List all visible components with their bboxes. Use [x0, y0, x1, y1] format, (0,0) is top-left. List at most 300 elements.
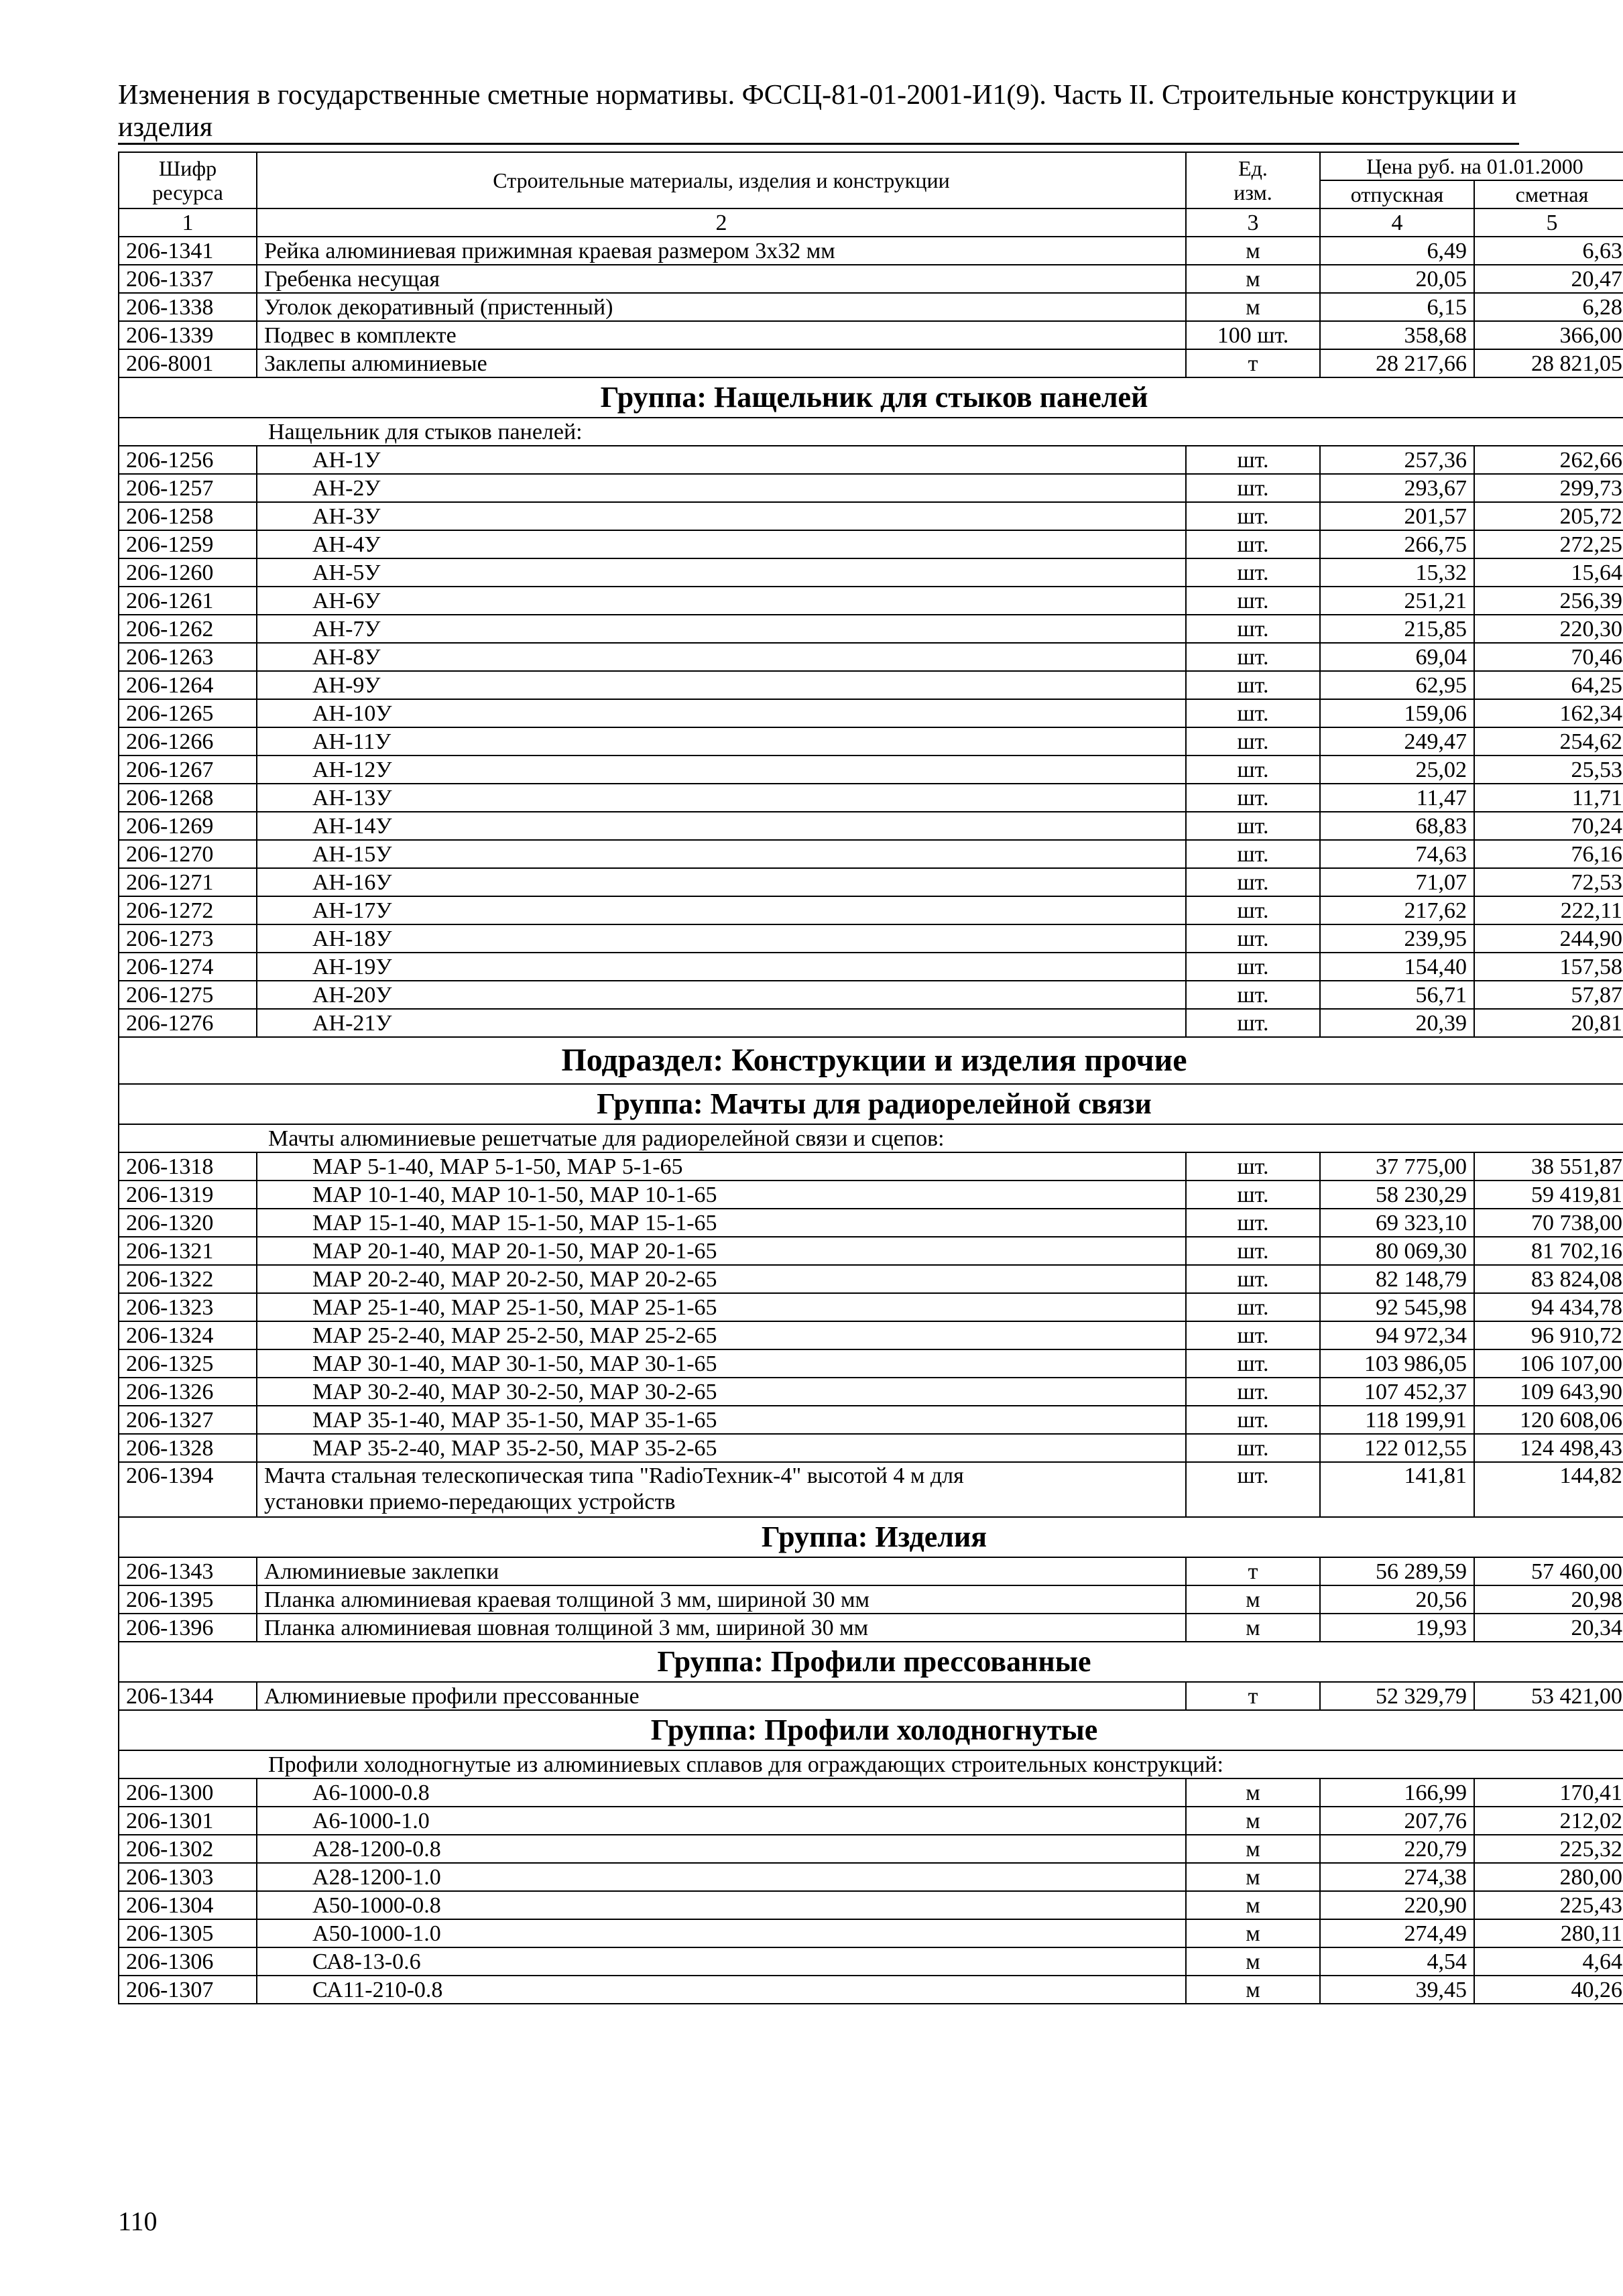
- estimate-price: 6,28: [1474, 293, 1623, 321]
- release-price: 15,32: [1320, 558, 1474, 587]
- resource-name: СА8-13-0.6: [257, 1947, 1186, 1976]
- table-row: [119, 1778, 1623, 1807]
- resource-name: АН-6У: [257, 587, 1186, 615]
- table-row: [119, 1181, 1623, 1209]
- resource-code: 206-1263: [119, 643, 257, 671]
- table-row: [119, 1009, 1623, 1037]
- price-table: [118, 152, 1623, 2004]
- resource-name: Подвес в комплекте: [257, 321, 1186, 349]
- resource-name: МАР 5-1-40, МАР 5-1-50, МАР 5-1-65: [257, 1152, 1186, 1181]
- table-row: [119, 558, 1623, 587]
- resource-name: АН-13У: [257, 784, 1186, 812]
- unit-of-measure: шт.: [1186, 840, 1320, 868]
- group-heading-cold-bent-profiles: Группа: Профили холодногнутые: [119, 1710, 1623, 1750]
- estimate-price: 144,82: [1474, 1462, 1623, 1517]
- table-row: [119, 1919, 1623, 1947]
- table-row: [119, 1863, 1623, 1891]
- table-row: [119, 981, 1623, 1009]
- resource-code: 206-1300: [119, 1778, 257, 1807]
- unit-of-measure: шт.: [1186, 1406, 1320, 1434]
- estimate-price: 225,43: [1474, 1891, 1623, 1919]
- resource-code: 206-1306: [119, 1947, 257, 1976]
- unit-of-measure: м: [1186, 1585, 1320, 1614]
- col-header-code-line2: ресурса: [152, 180, 223, 204]
- col-header-estimate-price: сметная: [1474, 180, 1623, 208]
- page-number: 110: [118, 2206, 158, 2236]
- release-price: 154,40: [1320, 953, 1474, 981]
- estimate-price: 4,64: [1474, 1947, 1623, 1976]
- resource-code: 206-1274: [119, 953, 257, 981]
- release-price: 274,38: [1320, 1863, 1474, 1891]
- resource-name: Рейка алюминиевая прижимная краевая размером 3х32 мм: [257, 237, 1186, 265]
- estimate-price: 162,34: [1474, 699, 1623, 727]
- column-number-3: 3: [1186, 208, 1320, 237]
- estimate-price: 76,16: [1474, 840, 1623, 868]
- release-price: 118 199,91: [1320, 1406, 1474, 1434]
- estimate-price: 220,30: [1474, 615, 1623, 643]
- resource-code: 206-1343: [119, 1557, 257, 1585]
- col-header-price: Цена руб. на 01.01.2000: [1320, 152, 1623, 180]
- resource-name: МАР 20-2-40, МАР 20-2-50, МАР 20-2-65: [257, 1265, 1186, 1293]
- resource-code: 206-1261: [119, 587, 257, 615]
- subsection-heading-row: [119, 1037, 1623, 1084]
- table-row: [119, 699, 1623, 727]
- resource-code: 206-1260: [119, 558, 257, 587]
- unit-of-measure: шт.: [1186, 1321, 1320, 1349]
- estimate-price: 25,53: [1474, 756, 1623, 784]
- resource-name: МАР 25-2-40, МАР 25-2-50, МАР 25-2-65: [257, 1321, 1186, 1349]
- resource-name: АН-21У: [257, 1009, 1186, 1037]
- estimate-price: 272,25: [1474, 530, 1623, 558]
- release-price: 257,36: [1320, 446, 1474, 474]
- resource-code: 206-1323: [119, 1293, 257, 1321]
- resource-name: МАР 35-2-40, МАР 35-2-50, МАР 35-2-65: [257, 1434, 1186, 1462]
- table-row: [119, 1434, 1623, 1462]
- estimate-price: 222,11: [1474, 896, 1623, 924]
- release-price: 25,02: [1320, 756, 1474, 784]
- table-row: [119, 953, 1623, 981]
- estimate-price: 106 107,00: [1474, 1349, 1623, 1378]
- estimate-price: 28 821,05: [1474, 349, 1623, 377]
- unit-of-measure: шт.: [1186, 1293, 1320, 1321]
- group-intro-cold-bent-profiles: Профили холодногнутые из алюминиевых сплавов для ограждающих строительных конструкций:: [119, 1750, 1623, 1778]
- group-heading-cold-bent-profiles-row: [119, 1710, 1623, 1750]
- resource-name: Гребенка несущая: [257, 265, 1186, 293]
- group-heading-pressed-profiles-row: [119, 1642, 1623, 1682]
- resource-code: 206-1337: [119, 265, 257, 293]
- table-row: [119, 1349, 1623, 1378]
- resource-name: АН-12У: [257, 756, 1186, 784]
- table-row: [119, 1321, 1623, 1349]
- estimate-price: 299,73: [1474, 474, 1623, 502]
- estimate-price: 205,72: [1474, 502, 1623, 530]
- release-price: 201,57: [1320, 502, 1474, 530]
- resource-name: АН-16У: [257, 868, 1186, 896]
- resource-code: 206-1267: [119, 756, 257, 784]
- release-price: 107 452,37: [1320, 1378, 1474, 1406]
- resource-code: 206-1266: [119, 727, 257, 756]
- col-header-unit-line1: Ед.: [1238, 156, 1268, 180]
- resource-code: 206-1341: [119, 237, 257, 265]
- unit-of-measure: шт.: [1186, 1349, 1320, 1378]
- resource-name: АН-10У: [257, 699, 1186, 727]
- estimate-price: 124 498,43: [1474, 1434, 1623, 1462]
- estimate-price: 280,00: [1474, 1863, 1623, 1891]
- table-row: [119, 265, 1623, 293]
- unit-of-measure: шт.: [1186, 615, 1320, 643]
- table-row: [119, 643, 1623, 671]
- release-price: 6,15: [1320, 293, 1474, 321]
- resource-code: 206-1307: [119, 1976, 257, 2004]
- estimate-price: 96 910,72: [1474, 1321, 1623, 1349]
- release-price: 159,06: [1320, 699, 1474, 727]
- estimate-price: 254,62: [1474, 727, 1623, 756]
- table-row: [119, 1807, 1623, 1835]
- resource-code: 206-1322: [119, 1265, 257, 1293]
- resource-code: 206-1394: [119, 1462, 257, 1517]
- estimate-price: 280,11: [1474, 1919, 1623, 1947]
- table-row: [119, 237, 1623, 265]
- group-heading-products: Группа: Изделия: [119, 1517, 1623, 1557]
- unit-of-measure: шт.: [1186, 671, 1320, 699]
- resource-name: АН-5У: [257, 558, 1186, 587]
- page-header-title: Изменения в государственные сметные нормативы. ФССЦ-81-01-2001-И1(9). Часть II. Строительные конструкции и изделия: [118, 80, 1517, 143]
- resource-code: 206-1262: [119, 615, 257, 643]
- group-intro-masts-row: [119, 1124, 1623, 1152]
- unit-of-measure: шт.: [1186, 1152, 1320, 1181]
- group-heading-pressed-profiles: Группа: Профили прессованные: [119, 1642, 1623, 1682]
- estimate-price: 64,25: [1474, 671, 1623, 699]
- table-row: [119, 530, 1623, 558]
- column-number-row: [119, 208, 1623, 237]
- table-row: [119, 1835, 1623, 1863]
- estimate-price: 11,71: [1474, 784, 1623, 812]
- resource-name: СА11-210-0.8: [257, 1976, 1186, 2004]
- estimate-price: 157,58: [1474, 953, 1623, 981]
- unit-of-measure: шт.: [1186, 699, 1320, 727]
- table-row: [119, 587, 1623, 615]
- resource-code: 206-1320: [119, 1209, 257, 1237]
- group-heading-products-row: [119, 1517, 1623, 1557]
- header-divider: [118, 143, 1519, 145]
- release-price: 56 289,59: [1320, 1557, 1474, 1585]
- estimate-price: 366,00: [1474, 321, 1623, 349]
- column-number-2: 2: [257, 208, 1186, 237]
- resource-code: 206-1257: [119, 474, 257, 502]
- estimate-price: 20,98: [1474, 1585, 1623, 1614]
- release-price: 37 775,00: [1320, 1152, 1474, 1181]
- group-intro-nashchelnik: Нащельник для стыков панелей:: [119, 418, 1623, 446]
- resource-code: 206-1318: [119, 1152, 257, 1181]
- unit-of-measure: шт.: [1186, 924, 1320, 953]
- estimate-price: 244,90: [1474, 924, 1623, 953]
- resource-code: 206-8001: [119, 349, 257, 377]
- resource-name: АН-9У: [257, 671, 1186, 699]
- resource-name: Планка алюминиевая краевая толщиной 3 мм, шириной 30 мм: [257, 1585, 1186, 1614]
- group-intro-masts: Мачты алюминиевые решетчатые для радиорелейной связи и сцепов:: [119, 1124, 1623, 1152]
- resource-name: МАР 30-1-40, МАР 30-1-50, МАР 30-1-65: [257, 1349, 1186, 1378]
- unit-of-measure: т: [1186, 1557, 1320, 1585]
- release-price: 249,47: [1320, 727, 1474, 756]
- estimate-price: 212,02: [1474, 1807, 1623, 1835]
- resource-name: АН-18У: [257, 924, 1186, 953]
- col-header-name: Строительные материалы, изделия и конструкции: [257, 152, 1186, 208]
- resource-name-line2: установки приемо-передающих устройств: [264, 1490, 676, 1514]
- table-row: [119, 1947, 1623, 1976]
- unit-of-measure: шт.: [1186, 868, 1320, 896]
- table-row: [119, 812, 1623, 840]
- estimate-price: 20,81: [1474, 1009, 1623, 1037]
- resource-code: 206-1319: [119, 1181, 257, 1209]
- resource-code: 206-1276: [119, 1009, 257, 1037]
- unit-of-measure: м: [1186, 1947, 1320, 1976]
- resource-name-line1: Мачта стальная телескопическая типа "RadioТехник-4" высотой 4 м для: [264, 1463, 964, 1488]
- release-price: 74,63: [1320, 840, 1474, 868]
- resource-code: 206-1301: [119, 1807, 257, 1835]
- group-heading-masts-row: [119, 1084, 1623, 1124]
- estimate-price: 15,64: [1474, 558, 1623, 587]
- resource-name: А50-1000-0.8: [257, 1891, 1186, 1919]
- estimate-price: 6,63: [1474, 237, 1623, 265]
- estimate-price: 57,87: [1474, 981, 1623, 1009]
- resource-name: АН-19У: [257, 953, 1186, 981]
- group-heading-nashchelnik: Группа: Нащельник для стыков панелей: [119, 377, 1623, 418]
- unit-of-measure: м: [1186, 1778, 1320, 1807]
- resource-code: 206-1395: [119, 1585, 257, 1614]
- resource-code: 206-1328: [119, 1434, 257, 1462]
- release-price: 239,95: [1320, 924, 1474, 953]
- table-row: [119, 868, 1623, 896]
- release-price: 69,04: [1320, 643, 1474, 671]
- table-row: [119, 1891, 1623, 1919]
- table-row: [119, 1406, 1623, 1434]
- unit-of-measure: шт.: [1186, 558, 1320, 587]
- table-row: [119, 1585, 1623, 1614]
- resource-name: [257, 1462, 1186, 1517]
- estimate-price: 53 421,00: [1474, 1682, 1623, 1710]
- unit-of-measure: шт.: [1186, 1009, 1320, 1037]
- release-price: 122 012,55: [1320, 1434, 1474, 1462]
- resource-name: АН-17У: [257, 896, 1186, 924]
- table-row: [119, 671, 1623, 699]
- estimate-price: 57 460,00: [1474, 1557, 1623, 1585]
- group-intro-cold-bent-profiles-row: [119, 1750, 1623, 1778]
- unit-of-measure: шт.: [1186, 1209, 1320, 1237]
- unit-of-measure: м: [1186, 237, 1320, 265]
- resource-code: 206-1265: [119, 699, 257, 727]
- release-price: 220,90: [1320, 1891, 1474, 1919]
- unit-of-measure: м: [1186, 1807, 1320, 1835]
- unit-of-measure: шт.: [1186, 1434, 1320, 1462]
- estimate-price: 262,66: [1474, 446, 1623, 474]
- resource-code: 206-1256: [119, 446, 257, 474]
- unit-of-measure: т: [1186, 349, 1320, 377]
- unit-of-measure: т: [1186, 1682, 1320, 1710]
- table-row: [119, 1293, 1623, 1321]
- unit-of-measure: шт.: [1186, 896, 1320, 924]
- estimate-price: 20,34: [1474, 1614, 1623, 1642]
- resource-name: А50-1000-1.0: [257, 1919, 1186, 1947]
- resource-name: Планка алюминиевая шовная толщиной 3 мм, шириной 30 мм: [257, 1614, 1186, 1642]
- resource-code: 206-1396: [119, 1614, 257, 1642]
- release-price: 52 329,79: [1320, 1682, 1474, 1710]
- resource-name: АН-8У: [257, 643, 1186, 671]
- unit-of-measure: м: [1186, 1976, 1320, 2004]
- table-row: [119, 1209, 1623, 1237]
- release-price: 20,56: [1320, 1585, 1474, 1614]
- estimate-price: 81 702,16: [1474, 1237, 1623, 1265]
- column-number-5: 5: [1474, 208, 1623, 237]
- resource-code: 206-1304: [119, 1891, 257, 1919]
- release-price: 39,45: [1320, 1976, 1474, 2004]
- resource-name: АН-2У: [257, 474, 1186, 502]
- table-row: [119, 924, 1623, 953]
- estimate-price: 20,47: [1474, 265, 1623, 293]
- resource-code: 206-1327: [119, 1406, 257, 1434]
- unit-of-measure: шт.: [1186, 1265, 1320, 1293]
- release-price: 94 972,34: [1320, 1321, 1474, 1349]
- resource-code: 206-1339: [119, 321, 257, 349]
- unit-of-measure: м: [1186, 1614, 1320, 1642]
- resource-code: 206-1269: [119, 812, 257, 840]
- resource-name: АН-3У: [257, 502, 1186, 530]
- table-row: [119, 1152, 1623, 1181]
- resource-name: АН-14У: [257, 812, 1186, 840]
- release-price: 20,05: [1320, 265, 1474, 293]
- table-row: [119, 321, 1623, 349]
- resource-code: 206-1338: [119, 293, 257, 321]
- table-row: [119, 756, 1623, 784]
- table-row: [119, 1614, 1623, 1642]
- release-price: 62,95: [1320, 671, 1474, 699]
- resource-name: АН-11У: [257, 727, 1186, 756]
- unit-of-measure: шт.: [1186, 530, 1320, 558]
- unit-of-measure: шт.: [1186, 587, 1320, 615]
- unit-of-measure: шт.: [1186, 727, 1320, 756]
- resource-code: 206-1305: [119, 1919, 257, 1947]
- resource-name: АН-4У: [257, 530, 1186, 558]
- column-number-1: 1: [119, 208, 257, 237]
- table-row: [119, 1557, 1623, 1585]
- estimate-price: 109 643,90: [1474, 1378, 1623, 1406]
- resource-name: МАР 20-1-40, МАР 20-1-50, МАР 20-1-65: [257, 1237, 1186, 1265]
- unit-of-measure: шт.: [1186, 784, 1320, 812]
- table-row: [119, 293, 1623, 321]
- release-price: 293,67: [1320, 474, 1474, 502]
- table-row: [119, 1976, 1623, 2004]
- table-header-row-1: [119, 152, 1623, 180]
- resource-code: 206-1275: [119, 981, 257, 1009]
- resource-code: 206-1272: [119, 896, 257, 924]
- resource-name: А28-1200-0.8: [257, 1835, 1186, 1863]
- release-price: 6,49: [1320, 237, 1474, 265]
- group-intro-nashchelnik-row: [119, 418, 1623, 446]
- resource-code: 206-1273: [119, 924, 257, 953]
- release-price: 274,49: [1320, 1919, 1474, 1947]
- release-price: 68,83: [1320, 812, 1474, 840]
- unit-of-measure: шт.: [1186, 756, 1320, 784]
- unit-of-measure: шт.: [1186, 446, 1320, 474]
- release-price: 58 230,29: [1320, 1181, 1474, 1209]
- column-number-4: 4: [1320, 208, 1474, 237]
- group-heading-masts: Группа: Мачты для радиорелейной связи: [119, 1084, 1623, 1124]
- estimate-price: 94 434,78: [1474, 1293, 1623, 1321]
- estimate-price: 170,41: [1474, 1778, 1623, 1807]
- resource-code: 206-1321: [119, 1237, 257, 1265]
- unit-of-measure: м: [1186, 265, 1320, 293]
- release-price: 358,68: [1320, 321, 1474, 349]
- release-price: 92 545,98: [1320, 1293, 1474, 1321]
- release-price: 4,54: [1320, 1947, 1474, 1976]
- release-price: 207,76: [1320, 1807, 1474, 1835]
- estimate-price: 38 551,87: [1474, 1152, 1623, 1181]
- unit-of-measure: шт.: [1186, 981, 1320, 1009]
- release-price: 220,79: [1320, 1835, 1474, 1863]
- table-row: [119, 502, 1623, 530]
- resource-name: МАР 15-1-40, МАР 15-1-50, МАР 15-1-65: [257, 1209, 1186, 1237]
- resource-name: Заклепы алюминиевые: [257, 349, 1186, 377]
- table-row: [119, 446, 1623, 474]
- table-row: [119, 727, 1623, 756]
- resource-code: 206-1268: [119, 784, 257, 812]
- release-price: 217,62: [1320, 896, 1474, 924]
- release-price: 82 148,79: [1320, 1265, 1474, 1293]
- unit-of-measure: шт.: [1186, 643, 1320, 671]
- resource-code: 206-1324: [119, 1321, 257, 1349]
- release-price: 80 069,30: [1320, 1237, 1474, 1265]
- unit-of-measure: шт.: [1186, 502, 1320, 530]
- resource-name: АН-20У: [257, 981, 1186, 1009]
- resource-code: 206-1344: [119, 1682, 257, 1710]
- release-price: 19,93: [1320, 1614, 1474, 1642]
- unit-of-measure: шт.: [1186, 1462, 1320, 1517]
- estimate-price: 70,46: [1474, 643, 1623, 671]
- estimate-price: 70,24: [1474, 812, 1623, 840]
- resource-code: 206-1302: [119, 1835, 257, 1863]
- release-price: 215,85: [1320, 615, 1474, 643]
- resource-code: 206-1264: [119, 671, 257, 699]
- table-row: [119, 1682, 1623, 1710]
- col-header-code: [119, 152, 257, 208]
- unit-of-measure: 100 шт.: [1186, 321, 1320, 349]
- table-row: [119, 615, 1623, 643]
- subsection-heading: Подраздел: Конструкции и изделия прочие: [119, 1037, 1623, 1084]
- estimate-price: 120 608,06: [1474, 1406, 1623, 1434]
- unit-of-measure: шт.: [1186, 1237, 1320, 1265]
- resource-name: Алюминиевые профили прессованные: [257, 1682, 1186, 1710]
- resource-name: МАР 30-2-40, МАР 30-2-50, МАР 30-2-65: [257, 1378, 1186, 1406]
- release-price: 141,81: [1320, 1462, 1474, 1517]
- table-row: [119, 474, 1623, 502]
- estimate-price: 256,39: [1474, 587, 1623, 615]
- release-price: 11,47: [1320, 784, 1474, 812]
- unit-of-measure: м: [1186, 1919, 1320, 1947]
- estimate-price: 40,26: [1474, 1976, 1623, 2004]
- unit-of-measure: шт.: [1186, 1181, 1320, 1209]
- table-row: [119, 896, 1623, 924]
- col-header-unit: [1186, 152, 1320, 208]
- release-price: 28 217,66: [1320, 349, 1474, 377]
- table-row: [119, 1265, 1623, 1293]
- table-row: [119, 784, 1623, 812]
- col-header-code-line1: Шифр: [158, 156, 217, 180]
- resource-code: 206-1271: [119, 868, 257, 896]
- resource-name: А6-1000-0.8: [257, 1778, 1186, 1807]
- unit-of-measure: шт.: [1186, 1378, 1320, 1406]
- unit-of-measure: м: [1186, 293, 1320, 321]
- release-price: 71,07: [1320, 868, 1474, 896]
- resource-name: Алюминиевые заклепки: [257, 1557, 1186, 1585]
